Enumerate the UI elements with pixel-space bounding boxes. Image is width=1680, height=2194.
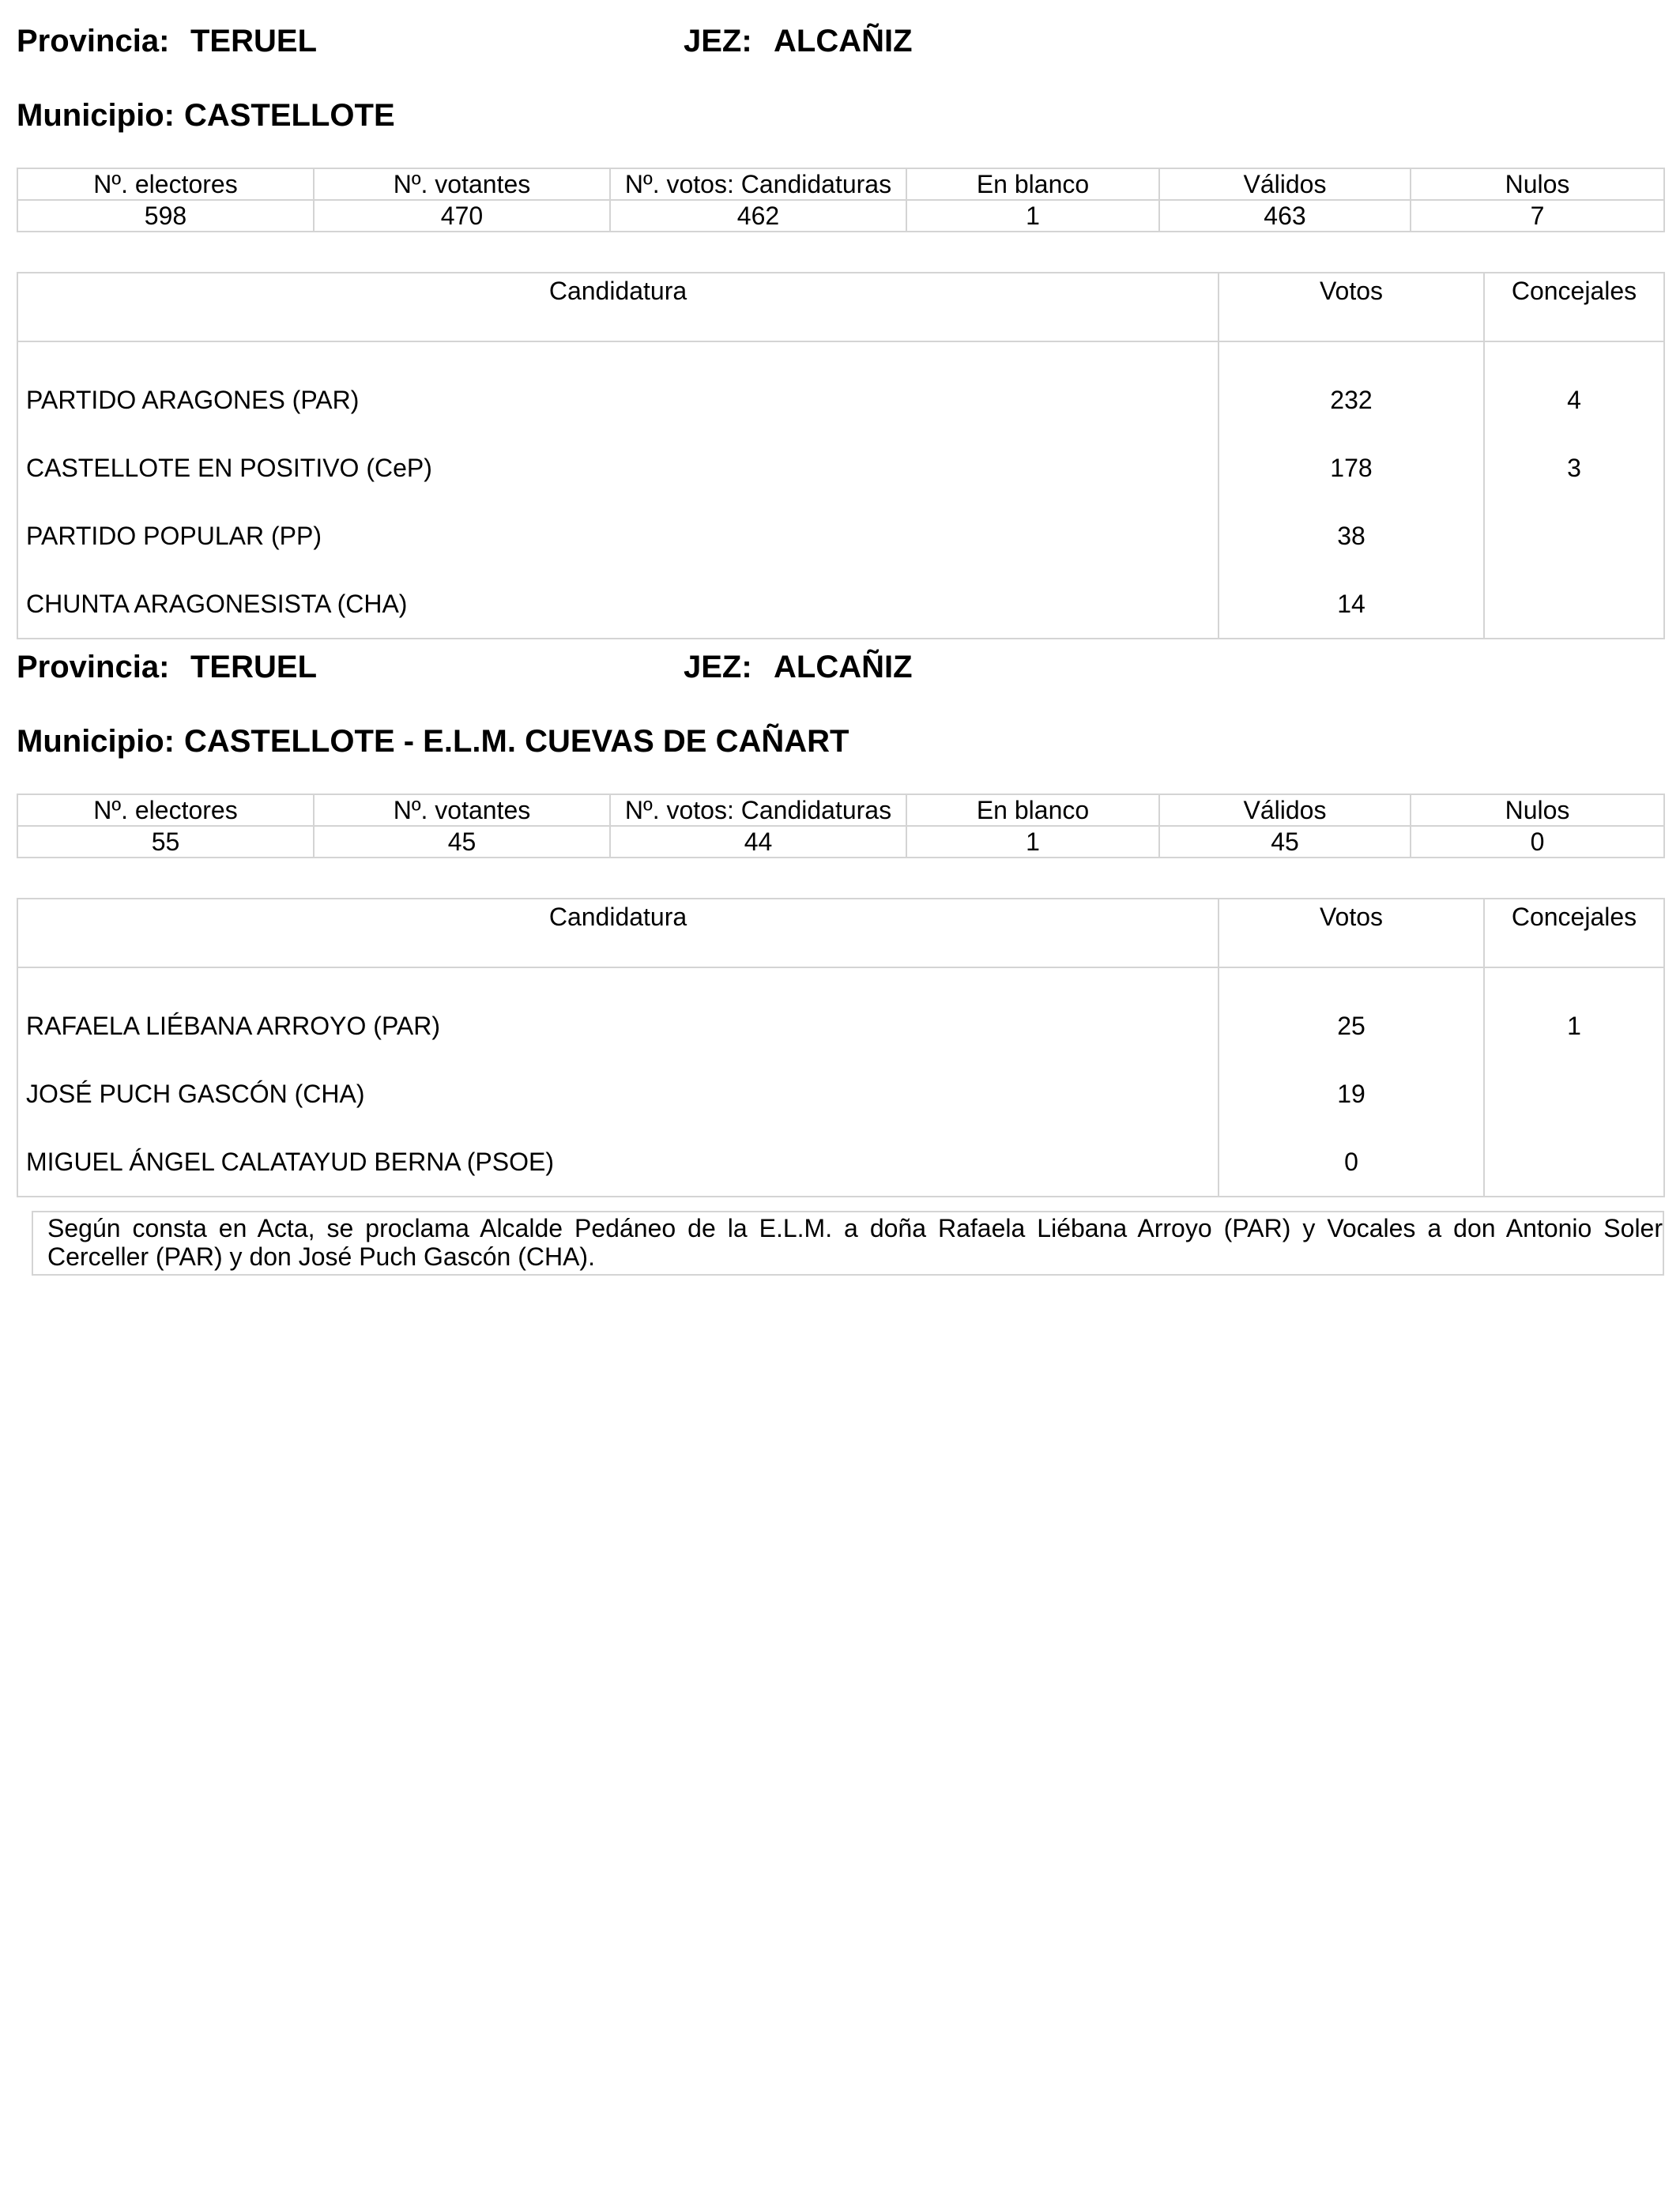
header-electores: Nº. electores bbox=[17, 168, 314, 200]
value-nulos: 0 bbox=[1411, 826, 1664, 858]
header-votantes: Nº. votantes bbox=[314, 168, 610, 200]
section-cuevas-de-canart bbox=[17, 650, 1663, 1176]
proclamation-note: Según consta en Acta, se proclama Alcalde Pedáneo de la E.L.M. a doña Rafaela Liébana Arroyo (PAR) y Vocales a don Antonio Soler Cerceller (PAR) y don José Puch Gascón (CHA). bbox=[32, 1211, 1664, 1276]
jez-label: JEZ: bbox=[684, 650, 752, 684]
value-nulos: 7 bbox=[1411, 200, 1664, 232]
candidatura-votos: 178 bbox=[1219, 434, 1484, 502]
municipio-title bbox=[17, 724, 858, 760]
municipio-label: Municipio: bbox=[17, 724, 175, 759]
summary-value-row bbox=[17, 826, 1664, 858]
municipio-title bbox=[17, 98, 405, 134]
value-en-blanco: 1 bbox=[906, 200, 1159, 232]
provincia-label: Provincia: bbox=[17, 650, 170, 684]
table-row bbox=[17, 341, 1664, 434]
table-row bbox=[17, 967, 1664, 1060]
candidatura-name: RAFAELA LIÉBANA ARROYO (PAR) bbox=[17, 967, 1219, 1060]
value-validos: 463 bbox=[1159, 200, 1411, 232]
value-electores: 598 bbox=[17, 200, 314, 232]
candidatura-votos: 232 bbox=[1219, 341, 1484, 434]
summary-table bbox=[17, 794, 1665, 858]
results-table bbox=[17, 272, 1665, 639]
candidatura-name: PARTIDO POPULAR (PP) bbox=[17, 502, 1219, 570]
header-concejales: Concejales bbox=[1484, 273, 1664, 341]
value-votantes: 45 bbox=[314, 826, 610, 858]
candidatura-concejales bbox=[1484, 502, 1664, 570]
header-concejales: Concejales bbox=[1484, 899, 1664, 967]
header-votos: Votos bbox=[1219, 273, 1484, 341]
summary-header-row bbox=[17, 168, 1664, 200]
summary-table bbox=[17, 168, 1665, 232]
header-en-blanco: En blanco bbox=[906, 794, 1159, 826]
municipio-label: Municipio: bbox=[17, 98, 175, 133]
provincia-value: TERUEL bbox=[190, 24, 317, 58]
candidatura-concejales: 4 bbox=[1567, 385, 1581, 414]
value-votantes: 470 bbox=[314, 200, 610, 232]
value-electores: 55 bbox=[17, 826, 314, 858]
candidatura-name: JOSÉ PUCH GASCÓN (CHA) bbox=[17, 1060, 1219, 1128]
results-header-row bbox=[17, 899, 1664, 967]
candidatura-concejales bbox=[1484, 570, 1664, 639]
candidatura-name: CASTELLOTE EN POSITIVO (CeP) bbox=[17, 434, 1219, 502]
value-votos-candidaturas: 44 bbox=[610, 826, 906, 858]
table-row bbox=[17, 502, 1664, 570]
jez-label: JEZ: bbox=[684, 24, 752, 58]
municipio-value: CASTELLOTE - E.L.M. CUEVAS DE CAÑART bbox=[183, 724, 849, 759]
candidatura-name: PARTIDO ARAGONES (PAR) bbox=[17, 341, 1219, 434]
header-validos: Válidos bbox=[1159, 168, 1411, 200]
provincia-label: Provincia: bbox=[17, 24, 170, 58]
candidatura-votos: 19 bbox=[1219, 1060, 1484, 1128]
value-en-blanco: 1 bbox=[906, 826, 1159, 858]
provincia-jez-header bbox=[17, 24, 1663, 71]
results-table bbox=[17, 898, 1665, 1197]
header-en-blanco: En blanco bbox=[906, 168, 1159, 200]
table-row bbox=[17, 570, 1664, 639]
provincia-value: TERUEL bbox=[190, 650, 317, 684]
candidatura-votos: 0 bbox=[1219, 1128, 1484, 1197]
candidatura-name: MIGUEL ÁNGEL CALATAYUD BERNA (PSOE) bbox=[17, 1128, 1219, 1197]
table-row bbox=[17, 434, 1664, 502]
header-votos: Votos bbox=[1219, 899, 1484, 967]
candidatura-name: CHUNTA ARAGONESISTA (CHA) bbox=[17, 570, 1219, 639]
header-validos: Válidos bbox=[1159, 794, 1411, 826]
value-votos-candidaturas: 462 bbox=[610, 200, 906, 232]
header-electores: Nº. electores bbox=[17, 794, 314, 826]
header-candidatura: Candidatura bbox=[17, 273, 1219, 341]
candidatura-votos: 14 bbox=[1219, 570, 1484, 639]
header-candidatura: Candidatura bbox=[17, 899, 1219, 967]
value-validos: 45 bbox=[1159, 826, 1411, 858]
table-row bbox=[17, 1128, 1664, 1197]
results-header-row bbox=[17, 273, 1664, 341]
candidatura-concejales bbox=[1484, 1128, 1664, 1197]
candidatura-concejales: 1 bbox=[1567, 1011, 1581, 1040]
jez-value: ALCAÑIZ bbox=[774, 24, 913, 58]
section-castellote bbox=[17, 24, 1663, 618]
provincia-jez-header bbox=[17, 650, 1663, 697]
summary-value-row bbox=[17, 200, 1664, 232]
header-votos-candidaturas: Nº. votos: Candidaturas bbox=[610, 794, 906, 826]
municipio-value: CASTELLOTE bbox=[183, 98, 395, 133]
candidatura-votos: 38 bbox=[1219, 502, 1484, 570]
header-votantes: Nº. votantes bbox=[314, 794, 610, 826]
candidatura-votos: 25 bbox=[1219, 967, 1484, 1060]
header-nulos: Nulos bbox=[1411, 794, 1664, 826]
header-nulos: Nulos bbox=[1411, 168, 1664, 200]
header-votos-candidaturas: Nº. votos: Candidaturas bbox=[610, 168, 906, 200]
candidatura-concejales: 3 bbox=[1567, 453, 1581, 482]
candidatura-concejales bbox=[1484, 1060, 1664, 1128]
table-row bbox=[17, 1060, 1664, 1128]
summary-header-row bbox=[17, 794, 1664, 826]
jez-value: ALCAÑIZ bbox=[774, 650, 913, 684]
